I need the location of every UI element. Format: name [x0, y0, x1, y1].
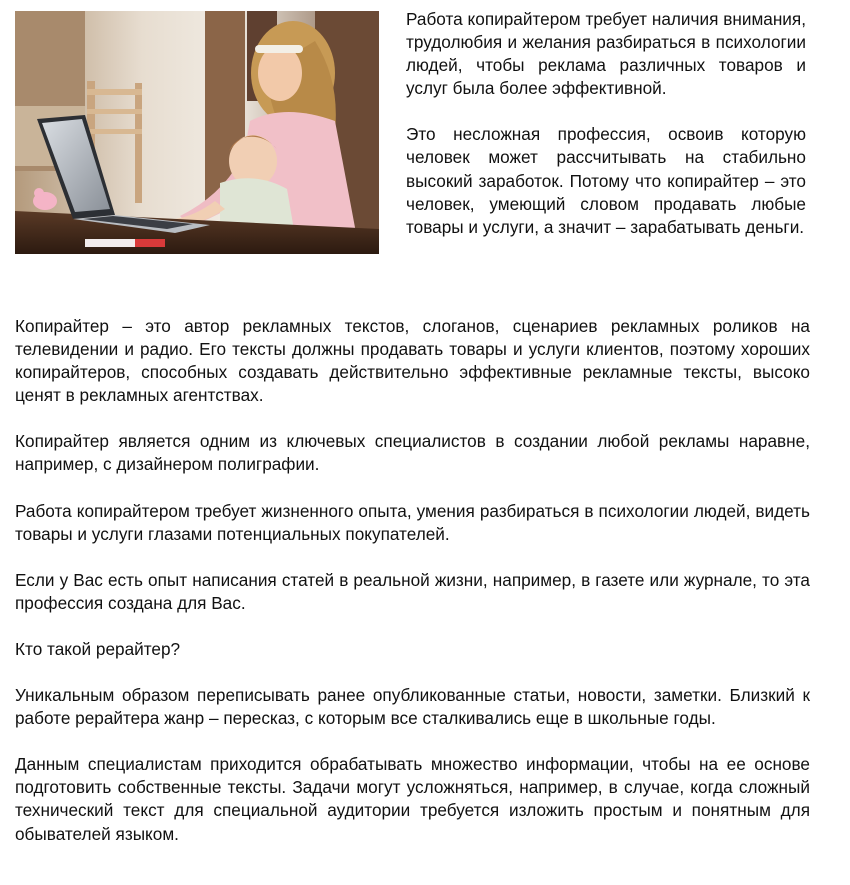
- body-paragraph-2: Копирайтер является одним из ключевых специалистов в создании любой рекламы наравне, например, с дизайнером полиграфии.: [15, 431, 810, 475]
- photo-illustration: [15, 11, 379, 254]
- intro-paragraph-1: Работа копирайтером требует наличия внимания, трудолюбия и желания разбираться в психологии людей, чтобы реклама различных товаров и услуг была более эффективной.: [406, 9, 806, 99]
- body-paragraph-1: Копирайтер – это автор рекламных текстов, слоганов, сценариев рекламных роликов на телевидении и радио. Его тексты должны продавать товары и услуги клиентов, поэтому хороших копирайтеров, способных создавать действительно эффективные рекламные тексты, высоко ценят в рекламных агентствах.: [15, 316, 810, 406]
- intro-text-column: [406, 8, 806, 262]
- photo-mother-baby-laptop: [15, 11, 379, 254]
- body-paragraph-5: Уникальным образом переписывать ранее опубликованные статьи, новости, заметки. Близкий к работе рерайтера жанр – пересказ, с которым все сталкивались еще в школьные годы.: [15, 685, 810, 729]
- body-paragraph-4: Если у Вас есть опыт написания статей в реальной жизни, например, в газете или журнале, то эта профессия создана для Вас.: [15, 569, 810, 613]
- section-question: Кто такой рерайтер?: [15, 638, 181, 659]
- article-body: [15, 315, 810, 869]
- intro-paragraph-2: Это несложная профессия, освоив которую человек может рассчитывать на стабильно высокий заработок. Потому что копирайтер – это человек, умеющий словом продавать любые товары и услуги, а значит – зарабатывать деньги.: [406, 124, 806, 237]
- body-paragraph-3: Работа копирайтером требует жизненного опыта, умения разбираться в психологии людей, видеть товары и услуги глазами потенциальных покупателей.: [15, 500, 810, 544]
- body-paragraph-6: Данным специалистам приходится обрабатывать множество информации, чтобы на ее основе подготовить собственные тексты. Задачи могут усложняться, например, в случае, когда сложный технический текст для специальной аудитории требуется изложить простым и понятным для обывателей языком.: [15, 754, 810, 844]
